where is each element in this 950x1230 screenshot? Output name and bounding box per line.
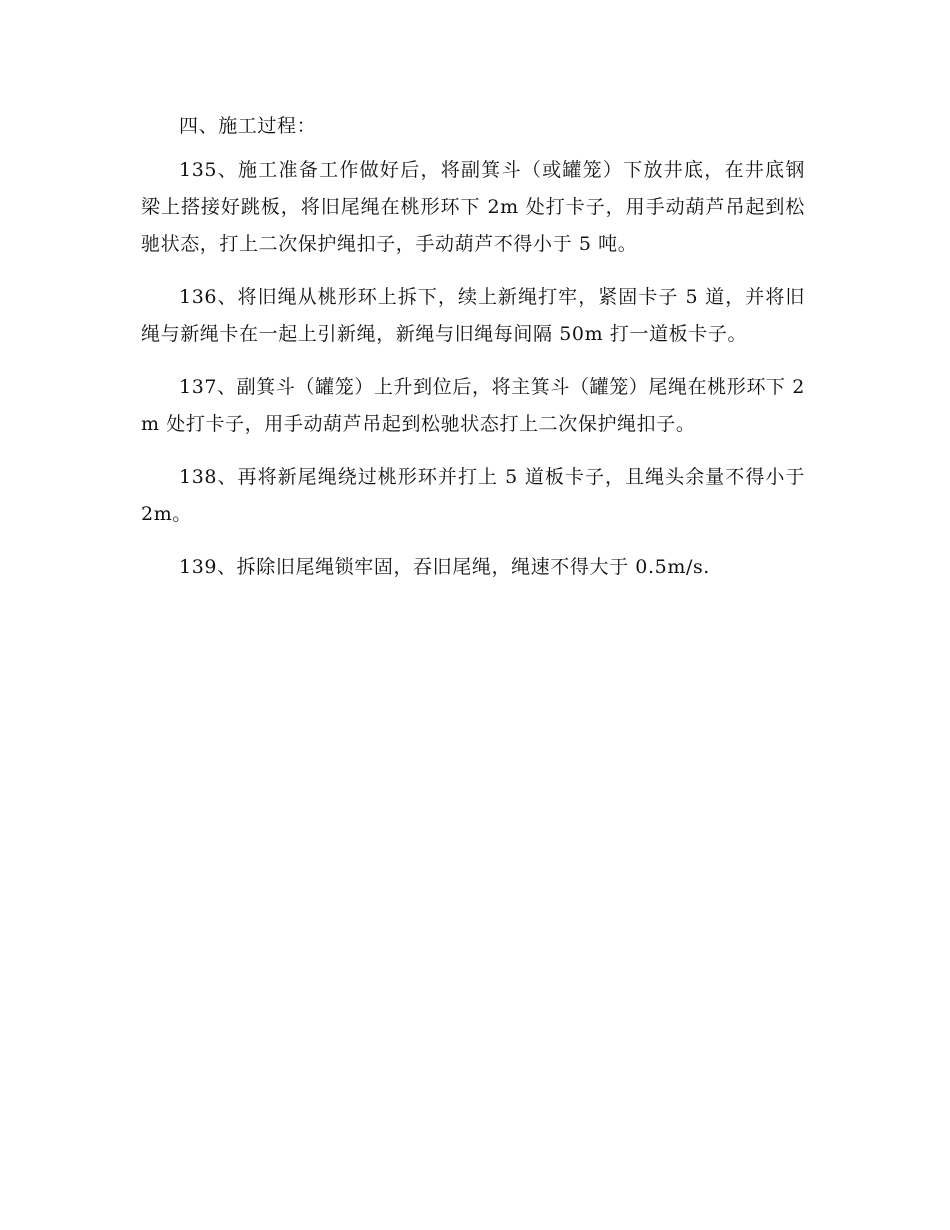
paragraph-139: 139、拆除旧尾绳锁牢固，吞旧尾绳，绳速不得大于 0.5m/s. (179, 556, 710, 578)
paragraph-138: 138、再将新尾绳绕过桃形环并打上 5 道板卡子，且绳头余量不得小于 2m。 (141, 466, 805, 525)
paragraph-137: 137、副箕斗（罐笼）上升到位后，将主箕斗（罐笼）尾绳在桃形环下 2m 处打卡子，用手动葫芦吊起到松驰状态打上二次保护绳扣子。 (141, 376, 805, 435)
document-body (141, 108, 805, 602)
section-heading: 四、施工过程： (179, 115, 317, 137)
paragraph-135: 135、施工准备工作做好后，将副箕斗（或罐笼）下放井底，在井底钢梁上搭接好跳板，将旧尾绳在桃形环下 2m 处打卡子，用手动葫芦吊起到松驰状态，打上二次保护绳扣子，手动葫芦不得小于 5 吨。 (141, 159, 805, 255)
paragraph-136: 136、将旧绳从桃形环上拆下，续上新绳打牢，紧固卡子 5 道，并将旧绳与新绳卡在一起上引新绳，新绳与旧绳每间隔 50m 打一道板卡子。 (141, 286, 805, 345)
